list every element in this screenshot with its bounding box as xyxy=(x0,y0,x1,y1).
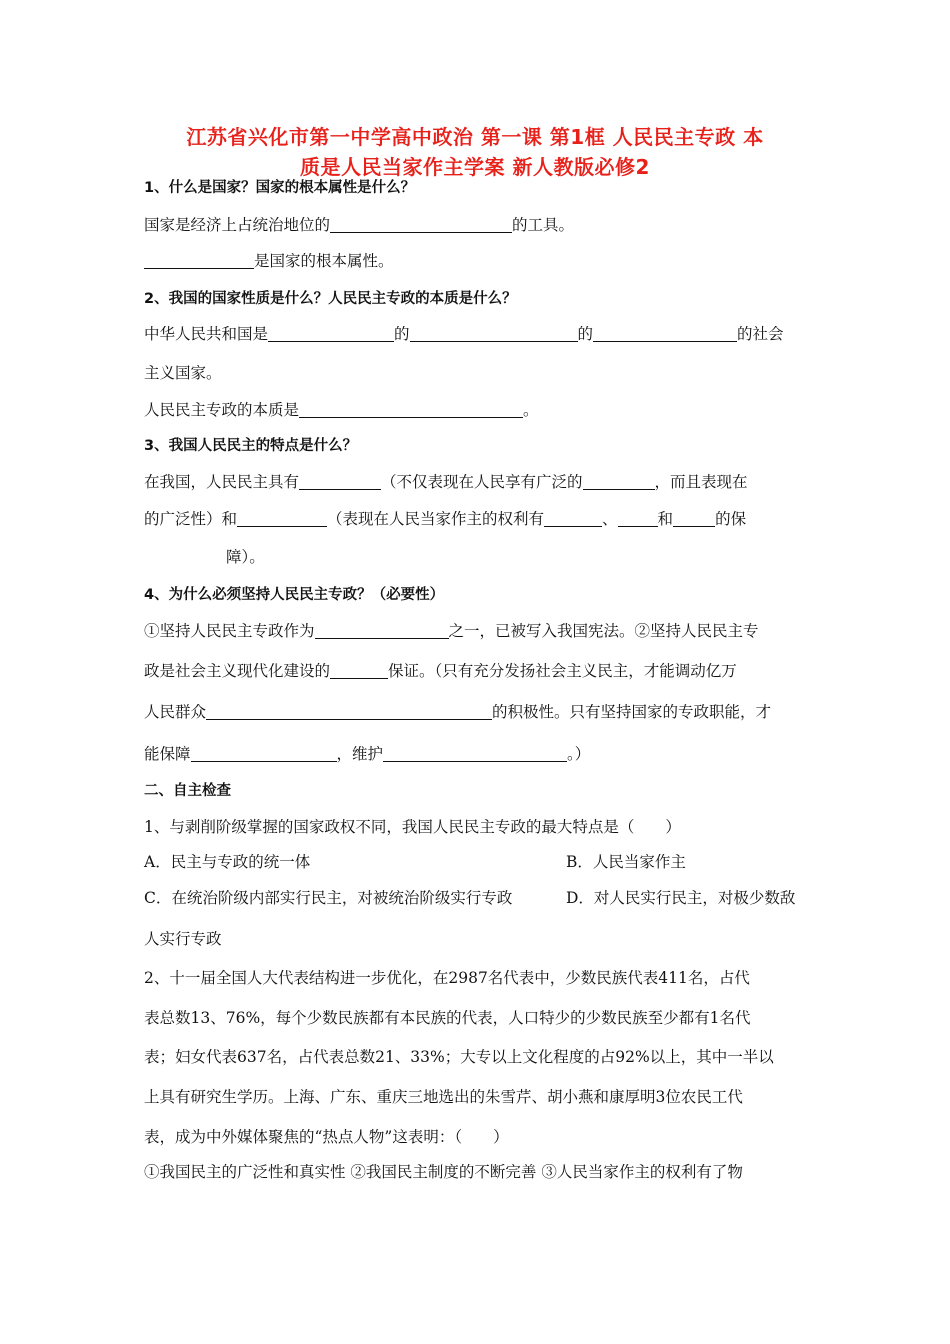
q2-line-1 xyxy=(144,322,784,344)
fill-blank[interactable] xyxy=(330,217,512,234)
fill-blank[interactable] xyxy=(299,402,523,419)
title-line-1: 江苏省兴化市第一中学高中政治 第一课 第1框 人民民主专政 本 xyxy=(186,125,764,149)
q2-text-b: 的 xyxy=(394,325,410,343)
q4-text-c: 政是社会主义现代化建设的 xyxy=(144,662,331,680)
q1-line-1 xyxy=(144,213,574,235)
item1-stem: 1、与剥削阶级掌握的国家政权不同，我国人民民主专政的最大特点是（ ） xyxy=(144,818,681,836)
item2-line-3: 表；妇女代表637名，占代表总数21、33%；大专以上文化程度的占92%以上，其中一半以 xyxy=(144,1048,774,1066)
q2-text-d: 的社会 xyxy=(737,325,784,343)
q3-text-d: 的广泛性）和 xyxy=(144,510,238,528)
fill-blank[interactable] xyxy=(583,474,655,491)
q4-text-e: 人民群众 xyxy=(144,703,207,721)
q3-line-1 xyxy=(144,470,748,492)
q3-text-h: 的保 xyxy=(715,510,747,528)
fill-blank[interactable] xyxy=(268,326,394,343)
q3-text-a: 在我国，人民民主具有 xyxy=(144,473,300,491)
q3-text-b: （不仅表现在人民享有广泛的 xyxy=(381,473,583,491)
fill-blank[interactable] xyxy=(410,326,578,343)
q1-text-b: 的工具。 xyxy=(512,216,575,234)
q1-line-2 xyxy=(144,249,394,271)
q4-line-1 xyxy=(144,619,759,641)
q4-text-h: ，维护 xyxy=(336,745,384,763)
q3-line-2 xyxy=(144,507,746,529)
q3-text-c: ，而且表现在 xyxy=(654,473,748,491)
fill-blank[interactable] xyxy=(299,474,381,491)
fill-blank[interactable] xyxy=(237,511,327,528)
fill-blank[interactable] xyxy=(593,326,737,343)
q1-text-a: 国家是经济上占统治地位的 xyxy=(144,216,331,234)
q4-line-2 xyxy=(144,659,737,681)
q2-line-2: 主义国家。 xyxy=(144,364,222,382)
q1-text-c: 是国家的根本属性。 xyxy=(254,252,394,270)
q2-text-c: 的 xyxy=(577,325,594,343)
q4-text-f: 的积极性。只有坚持国家的专政职能，才 xyxy=(492,703,772,721)
q2-text-e: 人民民主专政的本质是 xyxy=(144,401,300,419)
q4-heading: 4、为什么必须坚持人民民主专政？（必要性） xyxy=(144,587,445,603)
item2-line-5: 表，成为中外媒体聚焦的“热点人物”这表明：（ ） xyxy=(144,1128,509,1146)
q3-text-f: 、 xyxy=(602,510,618,528)
document-title xyxy=(120,122,830,182)
q4-text-i: 。） xyxy=(567,745,591,763)
fill-blank[interactable] xyxy=(544,511,602,528)
q3-heading: 3、我国人民民主的特点是什么？ xyxy=(144,438,358,454)
fill-blank[interactable] xyxy=(383,746,567,763)
q2-text-f: 。 xyxy=(523,401,539,419)
q2-heading: 2、我国的国家性质是什么？人民民主专政的本质是什么？ xyxy=(144,291,517,307)
fill-blank[interactable] xyxy=(206,704,492,721)
q2-line-3 xyxy=(144,398,539,420)
item1-option-d[interactable]: D．对人民实行民主，对极少数敌 xyxy=(566,889,796,907)
q2-text-a: 中华人民共和国是 xyxy=(144,325,269,343)
title-line-2: 质是人民当家作主学案 新人教版必修2 xyxy=(300,155,650,179)
q3-line-3: 障）。 xyxy=(226,548,265,566)
fill-blank[interactable] xyxy=(618,511,658,528)
section2-heading: 二、自主检查 xyxy=(144,783,231,799)
fill-blank[interactable] xyxy=(191,746,337,763)
item2-line-1: 2、十一届全国人大代表结构进一步优化，在2987名代表中，少数民族代表411名，占代 xyxy=(144,969,750,987)
q4-text-d: 保证。（只有充分发扬社会主义民主，才能调动亿万 xyxy=(388,662,737,680)
fill-blank[interactable] xyxy=(330,663,388,680)
q3-text-e: （表现在人民当家作主的权利有 xyxy=(327,510,545,528)
item1-option-a[interactable]: A．民主与专政的统一体 xyxy=(144,853,311,871)
item1-option-c[interactable]: C．在统治阶级内部实行民主，对被统治阶级实行专政 xyxy=(144,889,513,907)
q4-line-4 xyxy=(144,742,590,764)
fill-blank[interactable] xyxy=(673,511,715,528)
fill-blank[interactable] xyxy=(315,623,449,640)
fill-blank[interactable] xyxy=(144,253,254,270)
q1-heading: 1、什么是国家？国家的根本属性是什么？ xyxy=(144,180,416,196)
item2-line-4: 上具有研究生学历。上海、广东、重庆三地选出的朱雪芹、胡小燕和康厚明3位农民工代 xyxy=(144,1088,743,1106)
item1-option-b[interactable]: B．人民当家作主 xyxy=(566,853,686,871)
q4-text-g: 能保障 xyxy=(144,745,191,763)
item2-line-2: 表总数13、76%，每个少数民族都有本民族的代表，人口特少的少数民族至少都有1名代 xyxy=(144,1009,751,1027)
item1-option-d-cont: 人实行专政 xyxy=(144,930,222,948)
q3-text-g: 和 xyxy=(657,510,674,528)
item2-line-6: ①我国民主的广泛性和真实性 ②我国民主制度的不断完善 ③人民当家作主的权利有了物 xyxy=(144,1163,743,1181)
q4-line-3 xyxy=(144,700,771,722)
q4-text-b: 之一，已被写入我国宪法。②坚持人民民主专 xyxy=(448,622,759,640)
q4-text-a: ①坚持人民民主专政作为 xyxy=(144,622,315,640)
